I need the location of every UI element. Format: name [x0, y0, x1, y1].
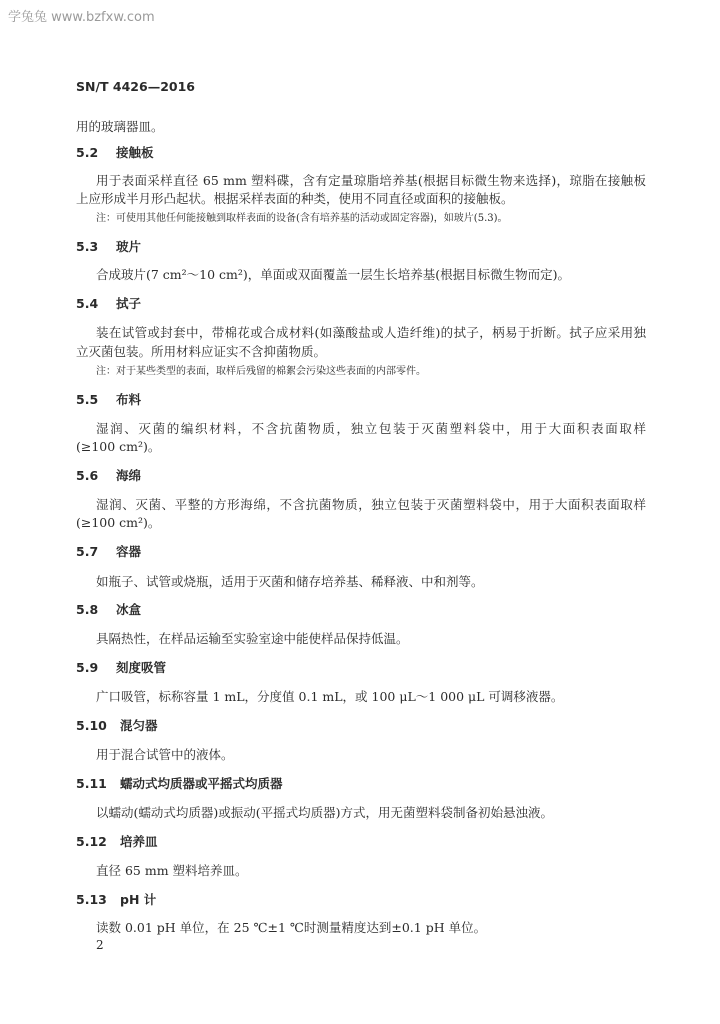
section-number: 5.13 — [76, 892, 107, 907]
section-number: 5.2 — [76, 145, 99, 160]
intro-line: 用的玻璃器皿。 — [76, 119, 164, 134]
section-title: 海绵 — [116, 468, 142, 483]
section-number: 5.8 — [76, 602, 99, 617]
section-heading-5-5 — [76, 392, 141, 407]
section-title: 接触板 — [116, 145, 154, 160]
body-line: 立灭菌包装。所用材料应证实不含抑菌物质。 — [76, 344, 327, 359]
note-line: 注：可使用其他任何能接触到取样表面的设备(含有培养基的活动或固定容器)，如玻片(5.3)。 — [96, 213, 508, 224]
page-number: 2 — [96, 938, 104, 952]
section-number: 5.12 — [76, 834, 107, 849]
section-number: 5.7 — [76, 544, 99, 559]
section-heading-5-4 — [76, 296, 141, 311]
section-heading-5-11 — [76, 776, 283, 791]
section-heading-5-6 — [76, 468, 141, 483]
section-heading-5-9 — [76, 660, 166, 675]
section-title: 刻度吸管 — [116, 660, 167, 675]
body-line: 合成玻片(7 cm²～10 cm²)，单面或双面覆盖一层生长培养基(根据目标微生物而定)。 — [96, 267, 571, 282]
body-line: 湿润、灭菌、平整的方形海绵，不含抗菌物质，独立包装于灭菌塑料袋中，用于大面积表面取样 — [96, 497, 646, 512]
section-heading-5-7 — [76, 544, 141, 559]
body-line: 直径 65 mm 塑料培养皿。 — [96, 863, 248, 878]
body-line: 读数 0.01 pH 单位，在 25 ℃±1 ℃时测量精度达到±0.1 pH 单位。 — [96, 920, 487, 935]
section-heading-5-3 — [76, 239, 141, 254]
section-heading-5-8 — [76, 602, 141, 617]
section-title: 容器 — [116, 544, 142, 559]
note-line: 注：对于某些类型的表面，取样后残留的棉絮会污染这些表面的内部零件。 — [96, 366, 426, 377]
section-title: 培养皿 — [120, 834, 158, 849]
section-number: 5.4 — [76, 296, 99, 311]
section-title: 拭子 — [116, 296, 142, 311]
section-title: pH 计 — [120, 892, 157, 907]
body-line: 上应形成半月形凸起状。根据采样表面的种类，使用不同直径或面积的接触板。 — [76, 191, 514, 206]
body-line: 装在试管或封套中，带棉花或合成材料(如藻酸盐或人造纤维)的拭子，柄易于折断。拭子应采用独 — [96, 325, 646, 340]
body-line: 用于混合试管中的液体。 — [96, 747, 234, 762]
body-line: 湿润、灭菌的编织材料，不含抗菌物质，独立包装于灭菌塑料袋中，用于大面积表面取样 — [96, 421, 646, 436]
section-number: 5.9 — [76, 660, 99, 675]
body-line: (≥100 cm²)。 — [76, 515, 161, 530]
section-heading-5-10 — [76, 718, 158, 733]
section-number: 5.5 — [76, 392, 99, 407]
body-line: 广口吸管，标称容量 1 mL，分度值 0.1 mL，或 100 μL～1 000 μL 可调移液器。 — [96, 689, 564, 704]
section-heading-5-13 — [76, 892, 156, 907]
body-line: 以蠕动(蠕动式均质器)或振动(平摇式均质器)方式，用无菌塑料袋制备初始悬浊液。 — [96, 805, 554, 820]
section-title: 冰盒 — [116, 602, 142, 617]
section-number: 5.10 — [76, 718, 107, 733]
section-heading-5-12 — [76, 834, 158, 849]
section-title: 布料 — [116, 392, 142, 407]
body-line: (≥100 cm²)。 — [76, 439, 161, 454]
section-title: 蠕动式均质器或平摇式均质器 — [120, 776, 283, 791]
section-title: 玻片 — [116, 239, 142, 254]
body-line: 具隔热性，在样品运输至实验室途中能使样品保持低温。 — [96, 631, 409, 646]
section-number: 5.6 — [76, 468, 99, 483]
section-number: 5.11 — [76, 776, 107, 791]
standard-code: SN/T 4426—2016 — [76, 79, 195, 94]
watermark: 学兔兔 www.bzfxw.com — [8, 10, 155, 25]
body-line: 用于表面采样直径 65 mm 塑料碟，含有定量琼脂培养基(根据目标微生物来选择)，琼脂在接触板 — [96, 173, 646, 188]
body-line: 如瓶子、试管或烧瓶，适用于灭菌和储存培养基、稀释液、中和剂等。 — [96, 574, 484, 589]
section-title: 混匀器 — [120, 718, 158, 733]
section-heading-5-2 — [76, 145, 154, 160]
section-number: 5.3 — [76, 239, 99, 254]
